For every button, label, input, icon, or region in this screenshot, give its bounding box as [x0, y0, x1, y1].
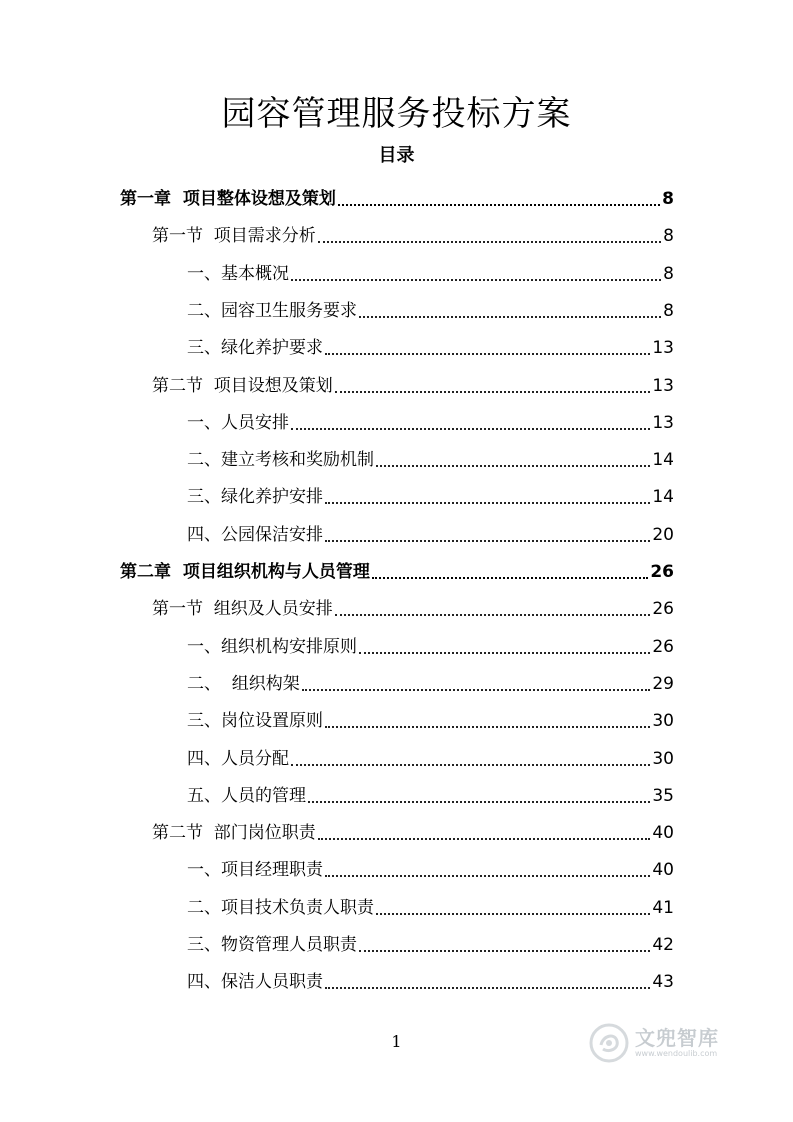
toc-entry-label: 一、组织机构安排原则 [187, 636, 357, 657]
toc-entry-label: 第二节 部门岗位职责 [152, 823, 316, 844]
toc-entry-page: 43 [652, 972, 674, 993]
toc-dot-leader [291, 279, 661, 281]
toc-entry-label: 第二章 项目组织机构与人员管理 [120, 562, 370, 582]
toc-entry-item[interactable] [187, 445, 674, 475]
toc-dot-leader [325, 987, 650, 989]
toc-dot-leader [318, 241, 661, 243]
page-number: 1 [391, 1032, 402, 1051]
toc-entry-label: 三、岗位设置原则 [187, 711, 323, 732]
toc-entry-label: 二、园容卫生服务要求 [187, 300, 357, 321]
toc-dot-leader [359, 652, 650, 654]
toc-dot-leader [325, 540, 650, 542]
toc-dot-leader [338, 204, 660, 206]
toc-dot-leader [302, 689, 651, 691]
toc-entry-page: 20 [652, 524, 674, 545]
toc-entry-item[interactable] [187, 520, 674, 550]
toc-entry-section[interactable] [152, 594, 674, 624]
toc-entry-item[interactable] [187, 669, 674, 699]
toc-entry-item[interactable] [187, 333, 674, 363]
toc-dot-leader [335, 614, 651, 616]
toc-entry-label: 一、项目经理职责 [187, 860, 323, 881]
toc-entry-page: 30 [652, 748, 674, 769]
toc-dot-leader [335, 391, 651, 393]
toc-entry-item[interactable] [187, 893, 674, 923]
toc-dot-leader [318, 838, 651, 840]
toc-entry-item[interactable] [187, 744, 674, 774]
toc-entry-label: 二、建立考核和奖励机制 [187, 450, 374, 471]
toc-dot-leader [376, 913, 650, 915]
toc-entry-label: 四、人员分配 [187, 748, 289, 769]
toc-entry-chapter[interactable] [120, 184, 674, 214]
toc-entry-page: 8 [663, 226, 674, 247]
toc-entry-page: 8 [663, 300, 674, 321]
toc-entry-label: 第一章 项目整体设想及策划 [120, 189, 336, 209]
toc-entry-chapter[interactable] [120, 557, 674, 587]
toc-entry-page: 8 [663, 263, 674, 284]
toc-dot-leader [325, 502, 650, 504]
toc-entry-item[interactable] [187, 632, 674, 662]
toc-entry-label: 五、人员的管理 [187, 785, 306, 806]
toc-entry-page: 13 [652, 375, 674, 396]
toc-entry-label: 第一节 项目需求分析 [152, 226, 316, 247]
toc-dot-leader [325, 726, 650, 728]
toc-entry-item[interactable] [187, 781, 674, 811]
toc-entry-label: 二、 组织构架 [187, 673, 300, 694]
toc-dot-leader [359, 950, 650, 952]
toc-entry-item[interactable] [187, 967, 674, 997]
toc-entry-page: 26 [652, 636, 674, 657]
wendou-logo-icon [589, 1023, 629, 1063]
toc-entry-item[interactable] [187, 482, 674, 512]
toc-heading: 目录 [378, 145, 415, 166]
toc-entry-label: 一、基本概况 [187, 263, 289, 284]
watermark-url: www.wendoulib.com [635, 1049, 718, 1058]
toc-entry-item[interactable] [187, 408, 674, 438]
watermark [589, 1020, 759, 1066]
toc-entry-item[interactable] [187, 706, 674, 736]
toc-entry-page: 40 [652, 860, 674, 881]
toc-dot-leader [308, 801, 650, 803]
toc-entry-page: 13 [652, 338, 674, 359]
toc-entry-label: 第一节 组织及人员安排 [152, 599, 333, 620]
toc-entry-page: 35 [652, 785, 674, 806]
toc-dot-leader [325, 875, 650, 877]
toc-entry-page: 26 [650, 562, 674, 582]
toc-entry-page: 13 [652, 412, 674, 433]
watermark-brand: 文兜智库 [635, 1026, 719, 1050]
toc-entry-label: 三、绿化养护安排 [187, 487, 323, 508]
toc-entry-label: 三、绿化养护要求 [187, 338, 323, 359]
toc-entry-page: 41 [652, 897, 674, 918]
toc-dot-leader [372, 577, 648, 579]
toc-entry-page: 14 [652, 450, 674, 471]
toc-dot-leader [291, 764, 650, 766]
toc-entry-label: 四、公园保洁安排 [187, 524, 323, 545]
toc-entry-label: 一、人员安排 [187, 412, 289, 433]
toc-entry-section[interactable] [152, 221, 674, 251]
toc-entry-item[interactable] [187, 296, 674, 326]
toc-entry-page: 14 [652, 487, 674, 508]
toc-dot-leader [376, 465, 650, 467]
toc-entry-section[interactable] [152, 371, 674, 401]
toc-entry-page: 29 [652, 673, 674, 694]
toc-entry-page: 30 [652, 711, 674, 732]
toc-dot-leader [359, 316, 661, 318]
toc-entry-label: 二、项目技术负责人职责 [187, 897, 374, 918]
toc-entry-label: 第二节 项目设想及策划 [152, 375, 333, 396]
toc-entry-label: 四、保洁人员职责 [187, 972, 323, 993]
toc-dot-leader [291, 428, 650, 430]
toc-entry-label: 三、物资管理人员职责 [187, 935, 357, 955]
toc-entry-item[interactable] [187, 855, 674, 885]
toc-entry-item[interactable] [187, 930, 674, 960]
toc-entry-page: 42 [652, 935, 674, 955]
toc-dot-leader [325, 353, 650, 355]
toc-entry-item[interactable] [187, 259, 674, 289]
toc-entry-page: 40 [652, 823, 674, 844]
toc-entry-page: 26 [652, 599, 674, 620]
document-title: 园容管理服务投标方案 [221, 94, 572, 134]
toc-entry-page: 8 [662, 189, 674, 209]
toc-entry-section[interactable] [152, 818, 674, 848]
